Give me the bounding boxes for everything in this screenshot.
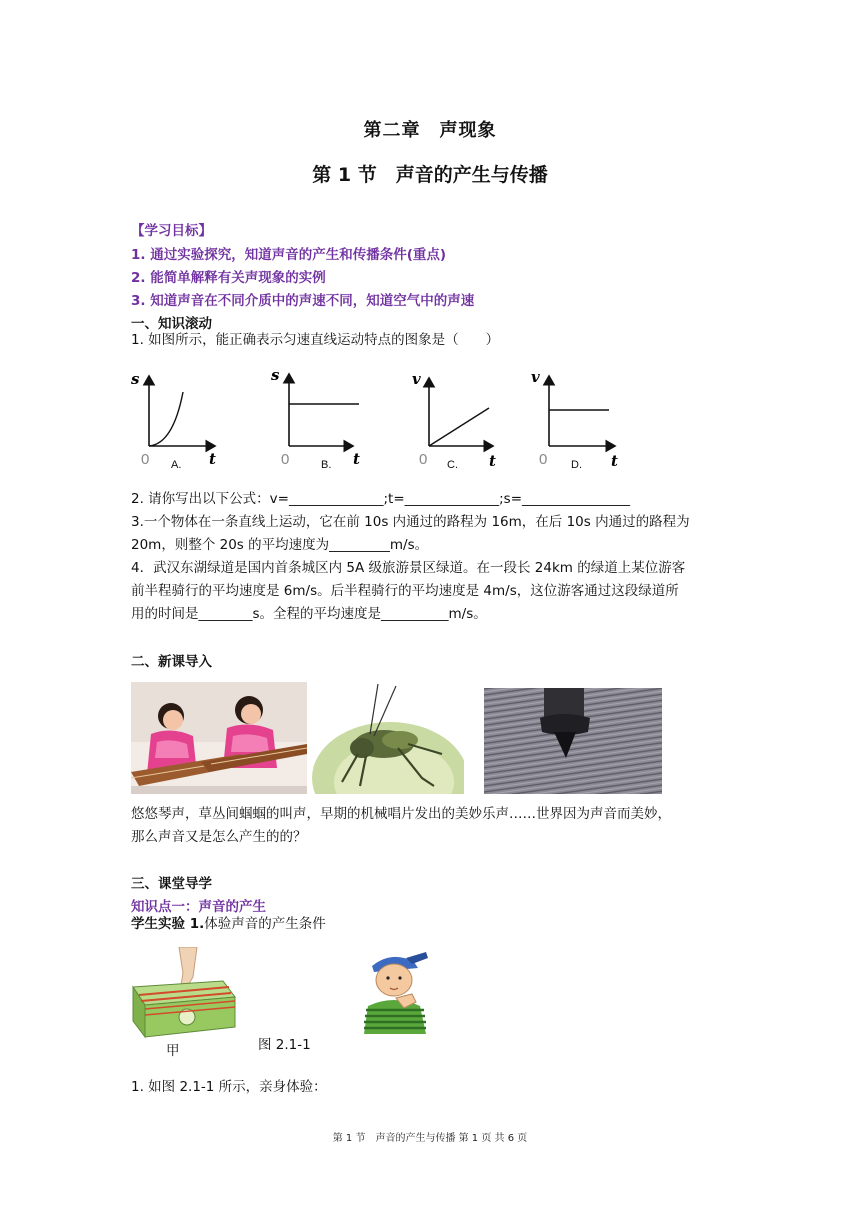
graph-c-option: C. xyxy=(447,459,458,471)
graph-b-y-label: s xyxy=(271,366,280,384)
objective-item: 1. 通过实验探究，知道声音的产生和传播条件(重点) xyxy=(131,247,447,263)
question-1: 1. 如图所示，能正确表示匀速直线运动特点的图象是（ ） xyxy=(131,332,500,348)
knowledge-point-title: 知识点一：声音的产生 xyxy=(131,899,266,915)
graph-a-option: A. xyxy=(171,459,182,471)
section-title: 第 1 节 声音的产生与传播 xyxy=(312,164,548,186)
intro-text-line-2: 那么声音又是怎么产生的的？ xyxy=(131,829,307,845)
graph-d-option: D. xyxy=(571,459,582,471)
graph-c[interactable] xyxy=(412,370,496,471)
graph-d-x-label: t xyxy=(611,452,618,470)
experiment-label: 学生实验 1. xyxy=(131,916,205,932)
record-groove-image xyxy=(484,688,662,794)
graph-c-y-label: v xyxy=(412,370,421,388)
graph-c-origin: 0 xyxy=(419,451,428,468)
question-3-line-1: 3.一个物体在一条直线上运动，它在前 10s 内通过的路程为 16m，在后 10s 内通过的路程为 xyxy=(131,514,690,530)
boy-touching-throat-image xyxy=(356,948,436,1036)
graph-b-origin: 0 xyxy=(281,451,290,468)
graph-a[interactable] xyxy=(131,370,216,471)
graph-d[interactable] xyxy=(531,368,618,471)
graph-d-origin: 0 xyxy=(539,451,548,468)
objective-item: 3. 知道声音在不同介质中的声速不同，知道空气中的声速 xyxy=(131,293,475,309)
chapter-title: 第二章 声现象 xyxy=(363,120,497,141)
section-heading: 一、知识滚动 xyxy=(131,316,212,332)
graph-c-x-label: t xyxy=(489,452,496,470)
cricket-image xyxy=(312,682,464,794)
question-4-line-3: 用的时间是________s。全程的平均速度是__________m/s。 xyxy=(131,606,487,622)
question-4-line-2: 前半程骑行的平均速度是 6m/s。后半程骑行的平均速度是 4m/s，这位游客通过这段绿道所 xyxy=(131,583,679,599)
motion-graphs xyxy=(125,364,725,476)
figure-caption: 图 2.1-1 xyxy=(258,1037,311,1053)
graph-a-y-label: s xyxy=(131,370,140,388)
experiment-description: 体验声音的产生条件 xyxy=(204,916,326,932)
graph-a-x-label: t xyxy=(209,450,216,468)
question-3-line-2: 20m，则整个 20s 的平均速度为_________m/s。 xyxy=(131,537,429,553)
guzheng-players-image xyxy=(131,682,307,794)
graph-a-origin: 0 xyxy=(141,451,150,468)
graph-b-option: B. xyxy=(321,459,332,471)
rubber-band-box-image xyxy=(131,947,241,1039)
graph-d-y-label: v xyxy=(531,368,540,386)
step-1-text: 1. 如图 2.1-1 所示，亲身体验： xyxy=(131,1079,327,1095)
graph-b-x-label: t xyxy=(353,450,360,468)
page-footer: 第 1 节 声音的产生与传播 第 1 页 共 6 页 xyxy=(332,1133,528,1144)
section-heading: 二、新课导入 xyxy=(131,654,212,670)
figure-label-jia: 甲 xyxy=(166,1043,180,1059)
question-2: 2. 请你写出以下公式：v=______________;t=______________;s=________________ xyxy=(131,491,631,507)
objective-item: 2. 能简单解释有关声现象的实例 xyxy=(131,270,326,286)
objectives-heading: 【学习目标】 xyxy=(131,223,212,239)
experiment-title xyxy=(131,913,326,936)
section-heading: 三、课堂导学 xyxy=(131,876,212,892)
intro-text-line-1: 悠悠琴声，草丛间蝈蝈的叫声，早期的机械唱片发出的美妙乐声……世界因为声音而美妙， xyxy=(131,806,671,822)
question-4-line-1: 4．武汉东湖绿道是国内首条城区内 5A 级旅游景区绿道。在一段长 24km 的绿道上某位游客 xyxy=(131,560,686,576)
graph-b[interactable] xyxy=(271,366,360,471)
